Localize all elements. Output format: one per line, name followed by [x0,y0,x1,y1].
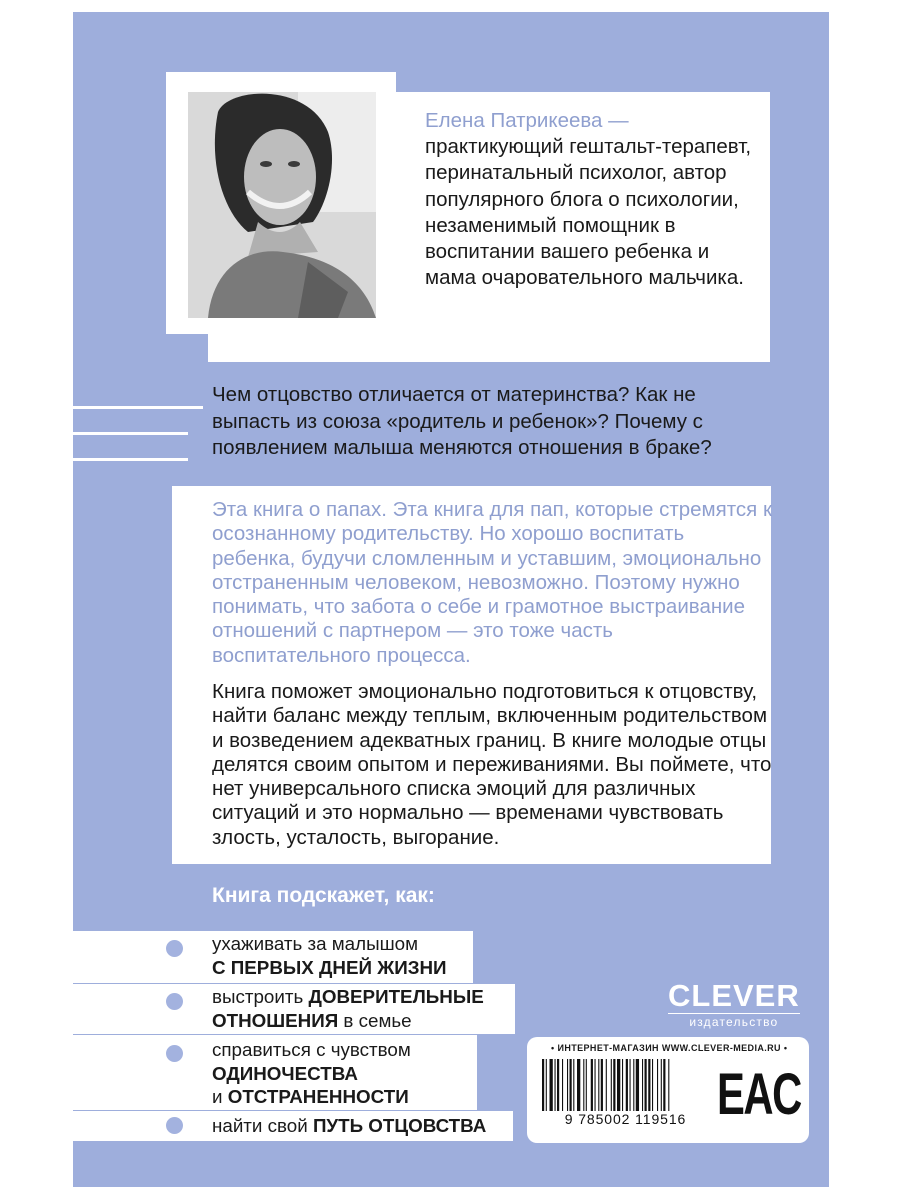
barcode-bar [668,1059,669,1111]
decor-line [73,458,188,461]
decor-line [73,406,203,409]
isbn-number: 9 785002 119516 [564,1111,687,1127]
barcode-bar [550,1059,553,1111]
barcode-bar [613,1059,615,1111]
hint-emphasis: ОДИНОЧЕСТВА [212,1062,358,1084]
barcode-bar [663,1059,665,1111]
author-description: практикующий гештальт-терапевт, перинатальный психолог, автор популярного блога о психологии, незаменимый помощник в воспитании вашего ребенка и мама очаровательного мальчика. [425,135,752,290]
hint-text: выстроить [212,986,309,1007]
barcode-bar [630,1059,631,1111]
barcode-bar [636,1059,639,1111]
hint-item [212,1038,411,1109]
hint-emphasis: ОТСТРАНЕННОСТИ [227,1086,409,1107]
barcode-bar [598,1059,599,1111]
hint-text: и [212,1086,228,1107]
barcode-bar [573,1059,574,1111]
bullet-icon [166,993,183,1010]
barcode-bar [645,1059,647,1111]
hint-emphasis: ОТНОШЕНИЯ [212,1009,339,1031]
hint-emphasis: ДОВЕРИТЕЛЬНЫЕ [308,986,484,1007]
shop-url: • ИНТЕРНЕТ-МАГАЗИН WWW.CLEVER-MEDIA.RU • [551,1043,788,1053]
barcode-bar [652,1059,653,1111]
barcode-bar [601,1059,603,1111]
barcode-bar [626,1059,628,1111]
eac-mark: EAC [717,1062,801,1127]
barcode-bar [661,1059,662,1111]
barcode-bar [595,1059,596,1111]
barcode-bar [583,1059,584,1111]
publisher-subtitle: издательство [668,1013,800,1029]
barcode-bar [586,1059,587,1111]
barcode-bar [591,1059,593,1111]
publisher-logo [668,980,800,1029]
barcode-bar [606,1059,607,1111]
barcode-icon [538,1059,713,1113]
barcode-bar [546,1059,547,1111]
hint-item [212,932,447,979]
author-portrait-icon [188,92,376,318]
hint-text: найти свой [212,1115,313,1136]
hint-text: в семье [338,1009,412,1031]
author-name: Елена Патрикеева — [425,109,629,132]
barcode-bar [633,1059,634,1111]
hint-item [212,1114,486,1138]
barcode-bar [557,1059,559,1111]
publisher-name: CLEVER [668,978,800,1013]
barcode-bar [622,1059,623,1111]
barcode-bar [570,1059,572,1111]
hint-emphasis: ПУТЬ ОТЦОВСТВА [312,1115,487,1136]
barcode-bar [617,1059,620,1111]
author-photo [188,92,376,318]
hint-item [212,985,484,1032]
bullet-icon [166,1045,183,1062]
intro-paragraph: Эта книга о папах. Эта книга для пап, которые стремятся к осознанному родительству. Но хорошо воспитать ребенка, будучи сломленным и уставшим, эмоционально отстраненным человеком, невозможно. Поэтому нужно понимать, что забота о себе и грамотное выстраивание отношений с партнером — это тоже часть воспитательного процесса. [212,498,772,667]
bullet-icon [166,940,183,957]
barcode-bar [577,1059,580,1111]
barcode-bar [567,1059,568,1111]
decor-line [73,432,188,435]
author-bio [425,108,760,291]
barcode-bar [648,1059,650,1111]
hint-text: справиться с чувством [212,1039,411,1060]
hint-emphasis: С ПЕРВЫХ ДНЕЙ ЖИЗНИ [212,956,447,978]
barcode-bar [611,1059,612,1111]
questions-paragraph: Чем отцовство отличается от материнства? Как не выпасть из союза «родитель и ребенок»? Почему с появлением малыша меняются отношения в браке? [212,383,712,459]
body-paragraph: Книга поможет эмоционально подготовиться к отцовству, найти баланс между теплым, включенным родительством и возведением адекватных границ. В книге молодые отцы делятся своим опытом и переживаниями. Вы поймете, что нет универсального списка эмоций для различных ситуаций и это нормально — временами чувствовать злость, усталость, выгорание. [212,680,772,849]
barcode-bar [542,1059,544,1111]
hints-heading: Книга подскажет, как: [212,884,435,907]
hint-text: ухаживать за малышом [212,933,418,954]
barcode-bar [562,1059,563,1111]
barcode-bar [657,1059,658,1111]
bullet-icon [166,1117,183,1134]
barcode-bar [642,1059,643,1111]
barcode-bar [555,1059,556,1111]
